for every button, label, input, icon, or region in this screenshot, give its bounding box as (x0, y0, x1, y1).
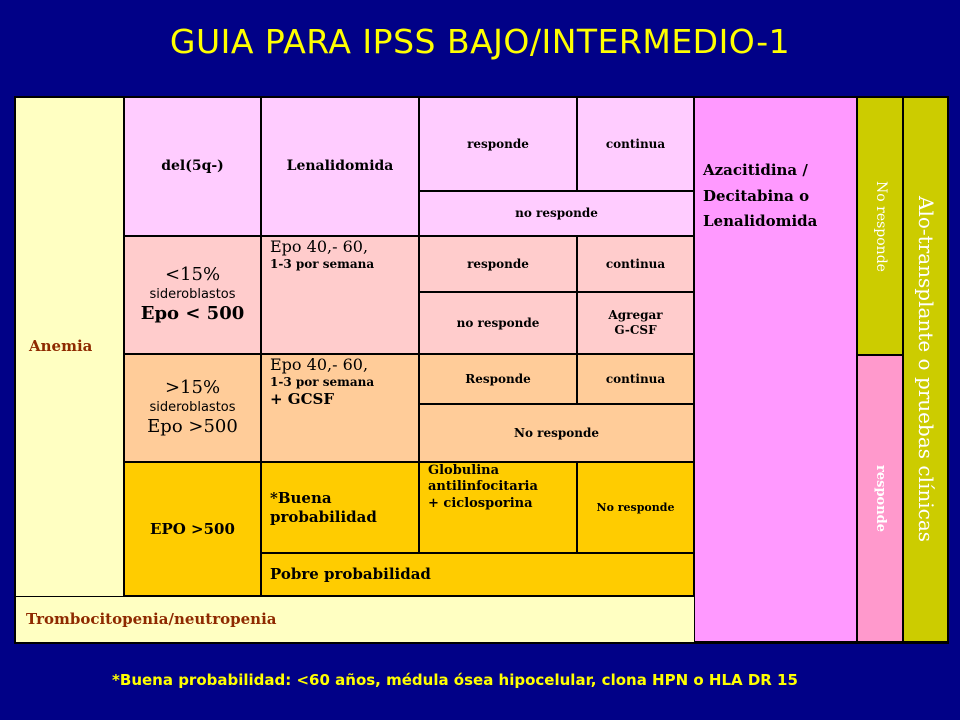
treat-epo-2-b: 1-3 por semana (270, 375, 375, 389)
treat-epo-2-a: Epo 40,- 60, (270, 355, 369, 374)
r2-continua: continua (577, 236, 694, 292)
treat-globulina (419, 462, 577, 553)
r3-responde: Responde (419, 354, 577, 404)
aza-line3: Lenalidomida (703, 212, 818, 230)
cond-gt15-pct: >15% (164, 377, 221, 399)
cond-lt15-epo: Epo < 500 (140, 303, 245, 325)
r2-agregar: Agregar (608, 308, 663, 322)
aza-cell (694, 97, 857, 642)
slide-title: GUIA PARA IPSS BAJO/INTERMEDIO-1 (169, 22, 791, 61)
tromb-label: Trombocitopenia/neutropenia (26, 610, 277, 628)
treat-pobre-prob: Pobre probabilidad (261, 553, 694, 596)
cond-lt15-sidero: sideroblastos (149, 286, 236, 302)
treat-lenalidomida: Lenalidomida (261, 97, 419, 236)
r2-no-responde: no responde (419, 292, 577, 354)
treat-epo-1-b: 1-3 por semana (270, 257, 375, 271)
anemia-label: Anemia (29, 337, 93, 355)
col-no-responde: No responde (857, 97, 903, 355)
col-alo-transplante: Alo-transplante o pruebas clínicas (903, 97, 948, 642)
r1-continua: continua (577, 97, 694, 191)
footnote: *Buena probabilidad: <60 años, médula ósea hipocelular, clona HPN o HLA DR 15 (112, 671, 798, 689)
treat-epo-1-a: Epo 40,- 60, (270, 237, 369, 256)
cond-gt15-epo: Epo >500 (147, 416, 238, 438)
r3-no-responde: No responde (419, 404, 694, 462)
cond-gt15 (124, 354, 261, 462)
aza-line2: Decitabina o (703, 186, 810, 205)
treat-epo-2 (261, 354, 419, 462)
r2-gcsf: G-CSF (614, 323, 657, 337)
cond-gt15-sidero: sideroblastos (149, 399, 236, 415)
treat-epo-1 (261, 236, 419, 354)
cond-epo-gt500: EPO >500 (124, 462, 261, 596)
col-responde: responde (857, 355, 903, 642)
r2-agregar-gcsf (577, 292, 694, 354)
cond-lt15-pct: <15% (164, 264, 221, 286)
r1-no-responde: no responde (419, 191, 694, 236)
cond-del5q: del(5q-) (124, 97, 261, 236)
aza-line1: Azacitidina / (703, 161, 808, 179)
r3-continua: continua (577, 354, 694, 404)
glob-c: + ciclosporina (428, 495, 533, 511)
r1-responde: responde (419, 97, 577, 191)
glob-a: Globulina (428, 463, 500, 478)
r4-no-responde: No responde (577, 462, 694, 553)
treat-buena-prob: *Buena probabilidad (261, 462, 419, 553)
cond-lt15 (124, 236, 261, 354)
glob-b: antilinfocitaria (428, 479, 538, 495)
treat-epo-2-c: + GCSF (270, 390, 335, 408)
r2-responde: responde (419, 236, 577, 292)
